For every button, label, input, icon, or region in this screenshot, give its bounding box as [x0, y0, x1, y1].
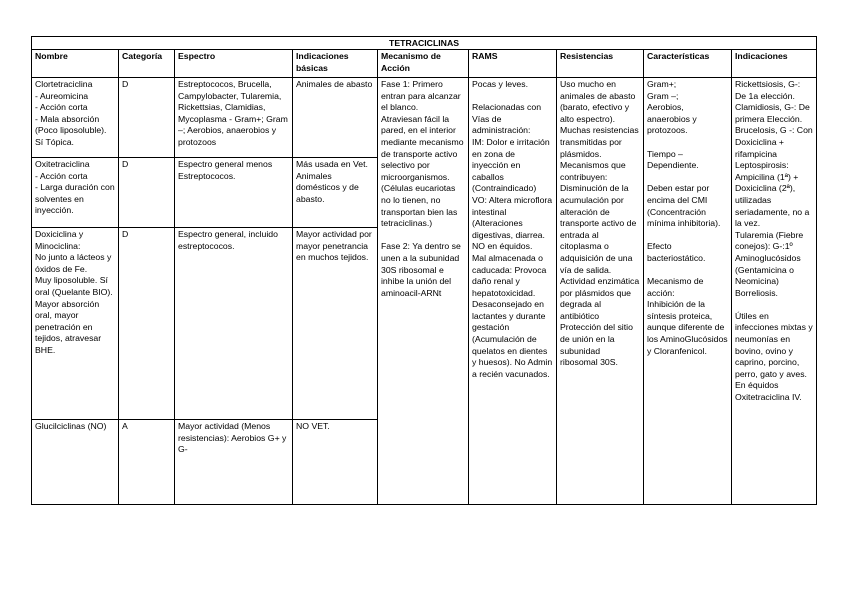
cell-nombre: Glucilciclinas (NO) — [32, 420, 119, 505]
table-row — [32, 78, 817, 158]
cell-categoria: D — [119, 228, 175, 420]
header-indicaciones: Indicaciones — [732, 50, 817, 78]
cell-espectro: Espectro general menos Estreptococos. — [175, 158, 293, 228]
table-title: TETRACICLINAS — [32, 37, 817, 50]
cell-espectro: Mayor actividad (Menos resistencias): Aerobios G+ y G- — [175, 420, 293, 505]
cell-espectro: Estreptococos, Brucella, Campylobacter, Tularemia, Rickettsias, Clamidias, Mycoplasma - Gram+; Gram –; Aerobios, anaerobios y protozoos — [175, 78, 293, 158]
cell-nombre: Oxitetraciclina - Acción corta - Larga duración con solventes en inyección. — [32, 158, 119, 228]
cell-indicaciones-basicas: NO VET. — [293, 420, 378, 505]
cell-mecanismo: Fase 1: Primero entran para alcanzar el blanco. Atraviesan fácil la pared, en el interior mediante mecanismo de transporte activo selectivo por microorganismos. (Células eucariotas no lo tienen, no transportan bien las tetraciclinas.) Fase 2: Ya dentro se unen a la subunidad 30S ribosomal e inhibe la unión del aminoacil-ARNt — [378, 78, 469, 505]
cell-resistencias: Uso mucho en animales de abasto (barato, efectivo y alto espectro). Muchas resistencias transmitidas por plásmidos. Mecanismos que contribuyen: Disminución de la acumulación por alteración de transporte activo de entrada al citoplasma o adquisición de una vía de salida. Actividad enzimática por plásmidos que degrada al antibiótico Protección del sitio de unión en la subunidad ribosomal 30S. — [557, 78, 644, 505]
header-indicaciones-basicas: Indicaciones básicas — [293, 50, 378, 78]
header-resistencias: Resistencias — [557, 50, 644, 78]
cell-indicaciones-basicas: Animales de abasto — [293, 78, 378, 158]
cell-categoria: D — [119, 158, 175, 228]
header-caracteristicas: Características — [644, 50, 732, 78]
cell-rams: Pocas y leves. Relacionadas con Vías de administración: IM: Dolor e irritación en zona de inyección en caballos (Contraindicado) VO: Altera microflora intestinal (Alteraciones digestivas, diarrea. NO en équidos. Mal almacenada o caducada: Provoca daño renal y hepatotoxicidad. Desaconsejado en lactantes y durante gestación (Acumulación de quelatos en dientes y huesos). No Admin a recién vacunados. — [469, 78, 557, 505]
cell-categoria: D — [119, 78, 175, 158]
cell-nombre: Doxiciclina y Minociclina: No junto a lácteos y óxidos de Fe. Muy liposoluble. Sí oral (Quelante BIO). Mayor absorción oral, mayor penetración en tejidos, atravesar BHE. — [32, 228, 119, 420]
tetraciclinas-table — [31, 36, 817, 505]
header-rams: RAMS — [469, 50, 557, 78]
cell-indicaciones: Rickettsiosis, G-: De 1a elección. Clamidiosis, G-: De primera Elección. Brucelosis, G -: Con Doxiciclina + rifampicina Leptospirosis: Ampicilina (1ª) + Doxiciclina (2ª), utilizadas seriadamente, no a la vez. Tularemia (Fiebre conejos): G-:1º Aminoglucósidos (Gentamicina o Neomicina) Borreliosis. Útiles en infecciones mixtas y neumonías en bovino, ovino y caprino, porcino, perro, gato y aves. En équidos Oxitetraciclina IV. — [732, 78, 817, 505]
header-nombre: Nombre — [32, 50, 119, 78]
header-espectro: Espectro — [175, 50, 293, 78]
cell-nombre: Clortetraciclina - Aureomicina - Acción corta - Mala absorción (Poco liposoluble). Sí Tópica. — [32, 78, 119, 158]
header-mecanismo: Mecanismo de Acción — [378, 50, 469, 78]
cell-espectro: Espectro general, incluido estreptococos. — [175, 228, 293, 420]
cell-categoria: A — [119, 420, 175, 505]
cell-caracteristicas: Gram+; Gram –; Aerobios, anaerobios y protozoos. Tiempo – Dependiente. Deben estar por encima del CMI (Concentración mínima inhibitoria). Efecto bacteriostático. Mecanismo de acción: Inhibición de la síntesis proteica, aunque diferente de los AminoGlucósidos y Cloranfenicol. — [644, 78, 732, 505]
cell-indicaciones-basicas: Mayor actividad por mayor penetrancia en muchos tejidos. — [293, 228, 378, 420]
header-categoria: Categoría — [119, 50, 175, 78]
cell-indicaciones-basicas: Más usada en Vet. Animales domésticos y de abasto. — [293, 158, 378, 228]
